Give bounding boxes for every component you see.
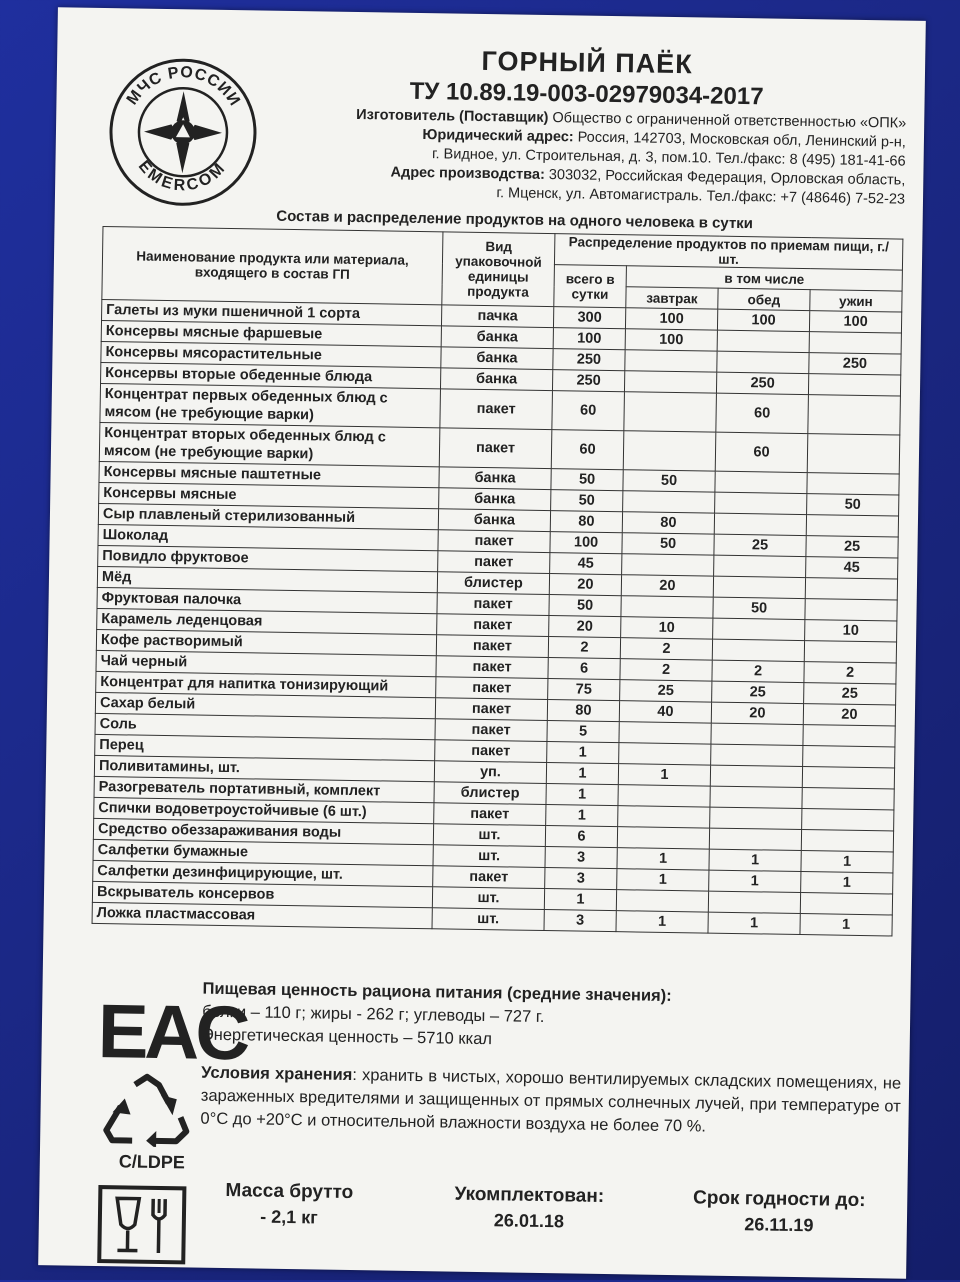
product-name: Фруктовая палочка [97,587,437,613]
lunch-amount [714,513,806,535]
product-name: Средство обеззараживания воды [93,818,433,844]
lunch-amount: 2 [712,660,804,682]
breakfast-amount: 40 [619,701,711,723]
product-name: Концентрат вторых обеденных блюд с мясом (не требующие варки) [99,422,440,466]
expiry-date: Срок годности до: 26.11.19 [669,1187,890,1237]
breakfast-amount: 20 [621,575,713,597]
breakfast-amount [619,743,711,765]
total-per-day: 6 [545,826,617,848]
products-table-body [92,299,902,935]
dinner-amount [803,725,895,747]
product-name: Ложка пластмассовая [92,902,432,928]
col-header-distribution: Распределение продуктов по приемам пищи, г./шт. [554,234,902,270]
product-name: Спички водоветроустойчивые (6 шт.) [94,797,434,823]
dinner-amount [807,434,900,474]
breakfast-amount [618,785,710,807]
tu-code: ТУ 10.89.19-003-02979034-2017 [266,75,906,115]
product-name: Салфетки бумажные [93,839,433,865]
gross-mass: Масса брутто - 2,1 кг [189,1179,390,1229]
product-name: Чай черный [96,650,436,676]
food-contact-icon [96,1184,187,1265]
total-per-day: 45 [550,553,622,575]
dinner-amount [808,395,901,435]
dinner-amount [802,809,894,831]
header [265,41,907,210]
breakfast-amount: 2 [620,638,712,660]
dinner-amount: 25 [806,536,898,558]
lunch-amount [713,618,805,640]
breakfast-amount [623,431,716,471]
legal-address-line1: Юридический адрес: Россия, 142703, Московская обл, Ленинский р-н, [266,124,906,153]
col-header-name: Наименование продукта или материала, входящего в состав ГП [102,226,443,304]
breakfast-amount [623,491,715,513]
total-per-day: 50 [551,490,623,512]
total-per-day: 3 [545,868,617,890]
pack-type: пакет [437,614,549,637]
lunch-amount [710,807,802,829]
lunch-amount: 20 [711,702,803,724]
breakfast-amount: 10 [621,617,713,639]
dinner-amount: 20 [803,704,895,726]
lunch-amount [714,555,806,577]
pack-type: пакет [435,698,547,721]
pack-type: пакет [438,530,550,553]
total-per-day: 250 [553,349,625,371]
dinner-amount: 250 [809,353,901,375]
breakfast-amount: 100 [625,329,717,351]
eac-mark: EAC [97,992,214,1074]
product-title: ГОРНЫЙ ПАЁК [267,41,907,85]
pack-type: пакет [434,803,546,826]
lunch-amount [712,639,804,661]
total-per-day: 1 [544,889,616,911]
pack-type: пакет [436,635,548,658]
storage-conditions: Условия хранения: хранить в чистых, хорошо вентилируемых складских помещениях, не зараженных вредителями и защищенных от прямых солнечных лучей, при температуре от 0°С до +20°С и относительной влажности воздуха не более 70 %. [200,1062,901,1142]
pack-type: банка [438,509,550,532]
lunch-amount: 1 [709,849,801,871]
product-name: Концентрат для напитка тонизирующий [96,671,436,697]
total-per-day: 6 [548,658,620,680]
product-name: Консервы вторые обеденные блюда [101,362,441,388]
lunch-amount [713,576,805,598]
total-per-day: 60 [552,391,625,431]
marks-column [90,992,214,1271]
breakfast-amount [617,827,709,849]
dinner-amount: 25 [804,683,896,705]
pack-type: пакет [437,593,549,616]
lunch-amount [715,492,807,514]
lunch-amount: 60 [715,432,808,472]
breakfast-amount: 25 [620,680,712,702]
products-table [92,226,904,936]
pack-type: пакет [435,740,547,763]
total-per-day: 100 [553,328,625,350]
col-header-total: всего в сутки [554,265,627,308]
pack-type: банка [440,368,552,391]
product-name: Консервы мясорастительные [101,341,441,367]
prod-address-line2: г. Мценск, ул. Автомагистраль. Тел./факс: +7 (48646) 7-52-23 [265,181,905,210]
packed-date: Укомплектован: 26.01.18 [419,1183,640,1233]
total-per-day: 50 [551,469,623,491]
nutrition-block [202,978,903,1058]
dinner-amount [800,893,892,915]
dinner-amount: 1 [800,914,892,936]
recycle-code: C/LDPE [92,1151,212,1174]
lunch-amount [715,471,807,493]
pack-type: пачка [441,305,553,328]
total-per-day: 75 [548,679,620,701]
breakfast-amount: 80 [622,512,714,534]
dinner-amount [808,374,900,396]
nutrition-title: Пищевая ценность рациона питания (средние значения): [202,978,902,1012]
total-per-day: 1 [546,763,618,785]
lunch-amount [710,786,802,808]
product-name: Сахар белый [95,692,435,718]
pack-type: банка [439,467,551,490]
lunch-amount: 100 [717,309,809,331]
pack-type: банка [439,488,551,511]
breakfast-amount [624,392,717,432]
pack-type: пакет [433,866,545,889]
product-name: Мёд [97,566,437,592]
recycle-icon [98,1072,195,1147]
dinner-amount [803,746,895,768]
pack-type: блистер [437,572,549,595]
total-per-day: 1 [547,742,619,764]
pack-type: пакет [436,677,548,700]
product-name: Карамель леденцовая [97,608,437,634]
breakfast-amount: 1 [618,764,710,786]
dinner-amount [806,515,898,537]
product-name: Консервы мясные [99,482,439,508]
lunch-amount [711,723,803,745]
total-per-day: 2 [548,637,620,659]
breakfast-amount [618,806,710,828]
total-per-day: 250 [552,370,624,392]
total-per-day: 20 [549,616,621,638]
lunch-amount: 1 [709,870,801,892]
dinner-amount: 2 [804,662,896,684]
dinner-amount [802,767,894,789]
dinner-amount [802,788,894,810]
breakfast-amount [624,371,716,393]
product-name: Сыр плавленый стерилизованный [98,503,438,529]
total-per-day: 1 [546,805,618,827]
pack-type: пакет [438,551,550,574]
manufacturer-line: Изготовитель (Поставщик) Общество с ограниченной ответственностью «ОПК» [266,105,906,134]
breakfast-amount [621,596,713,618]
dinner-amount: 50 [807,494,899,516]
total-per-day: 50 [549,595,621,617]
col-header-lunch: обед [718,288,810,310]
dinner-amount [801,830,893,852]
breakfast-amount: 1 [617,848,709,870]
product-name: Кофе растворимый [96,629,436,655]
total-per-day: 60 [551,430,624,470]
lunch-amount: 25 [714,534,806,556]
lunch-amount [711,744,803,766]
col-header-pack: Вид упаковочной единицы продукта [442,232,555,307]
total-per-day: 300 [553,307,625,329]
prod-address-line1: Адрес производства: 303032, Российская Федерация, Орловская область, [265,162,905,191]
label-sheet [38,7,926,1278]
pack-type: шт. [433,845,545,868]
total-per-day: 5 [547,721,619,743]
table-caption: Состав и распределение продуктов на одного человека в сутки [155,206,875,234]
pack-type: шт. [433,824,545,847]
col-header-breakfast: завтрак [626,287,718,309]
total-per-day: 20 [549,574,621,596]
lunch-amount [709,828,801,850]
product-name: Повидло фруктовое [98,545,438,571]
pack-type: пакет [440,389,553,430]
total-per-day: 80 [547,700,619,722]
dinner-amount [804,641,896,663]
breakfast-amount: 1 [617,869,709,891]
pack-type: уп. [434,761,546,784]
total-per-day: 3 [544,910,616,932]
lunch-amount [708,891,800,913]
pack-type: блистер [434,782,546,805]
total-per-day: 1 [546,784,618,806]
product-name: Консервы мясные фаршевые [101,320,441,346]
nutrition-energy: Энергетическая ценность – 5710 ккал [202,1024,902,1058]
lunch-amount [710,765,802,787]
nutrition-macros: белки – 110 г; жиры - 262 г; углеводы – 727 г. [202,1001,902,1035]
breakfast-amount: 50 [622,533,714,555]
breakfast-amount: 50 [623,470,715,492]
product-name: Галеты из муки пшеничной 1 сорта [102,299,442,325]
product-name: Салфетки дезинфицирующие, шт. [93,860,433,886]
col-header-dinner: ужин [810,290,902,312]
pack-type: банка [441,326,553,349]
emercom-emblem [107,56,259,208]
total-per-day: 80 [550,511,622,533]
lunch-amount: 50 [713,597,805,619]
pack-type: пакет [436,656,548,679]
dinner-amount: 10 [805,620,897,642]
product-name: Разогреватель портативный, комплект [94,776,434,802]
product-name: Шоколад [98,524,438,550]
product-name: Соль [95,713,435,739]
lunch-amount [717,330,809,352]
breakfast-amount [622,554,714,576]
lunch-amount: 25 [712,681,804,703]
pack-type: шт. [432,908,544,931]
dinner-amount [809,332,901,354]
product-name: Вскрыватель консервов [92,881,432,907]
dinner-amount [807,473,899,495]
legal-address-line2: г. Видное, ул. Строительная, д. 3, пом.10. Тел./факс: 8 (495) 181-41-66 [266,143,906,172]
dinner-amount: 1 [801,872,893,894]
product-name: Концентрат первых обеденных блюд с мясом (не требующие варки) [100,383,441,427]
total-per-day: 3 [545,847,617,869]
lunch-amount: 60 [716,393,809,433]
lunch-amount [717,351,809,373]
pack-type: банка [441,347,553,370]
dinner-amount: 1 [801,851,893,873]
lunch-amount: 250 [716,372,808,394]
emblem-top-text: МЧС РОССИИ [124,63,244,110]
pack-type: пакет [439,428,552,469]
product-name: Консервы мясные паштетные [99,461,439,487]
col-header-incl: в том числе [626,266,902,291]
dinner-amount: 100 [809,311,901,333]
total-per-day: 100 [550,532,622,554]
emblem-bottom-text: EMERCOM [134,157,230,195]
dinner-amount: 45 [806,557,898,579]
pack-type: пакет [435,719,547,742]
product-name: Поливитамины, шт. [94,755,434,781]
pack-type: шт. [432,887,544,910]
breakfast-amount [625,350,717,372]
dinner-amount [805,578,897,600]
breakfast-amount: 100 [625,308,717,330]
breakfast-amount: 2 [620,659,712,681]
lunch-amount: 1 [708,912,800,934]
breakfast-amount [616,890,708,912]
product-name: Перец [95,734,435,760]
breakfast-amount: 1 [616,911,708,933]
breakfast-amount [619,722,711,744]
dinner-amount [805,599,897,621]
